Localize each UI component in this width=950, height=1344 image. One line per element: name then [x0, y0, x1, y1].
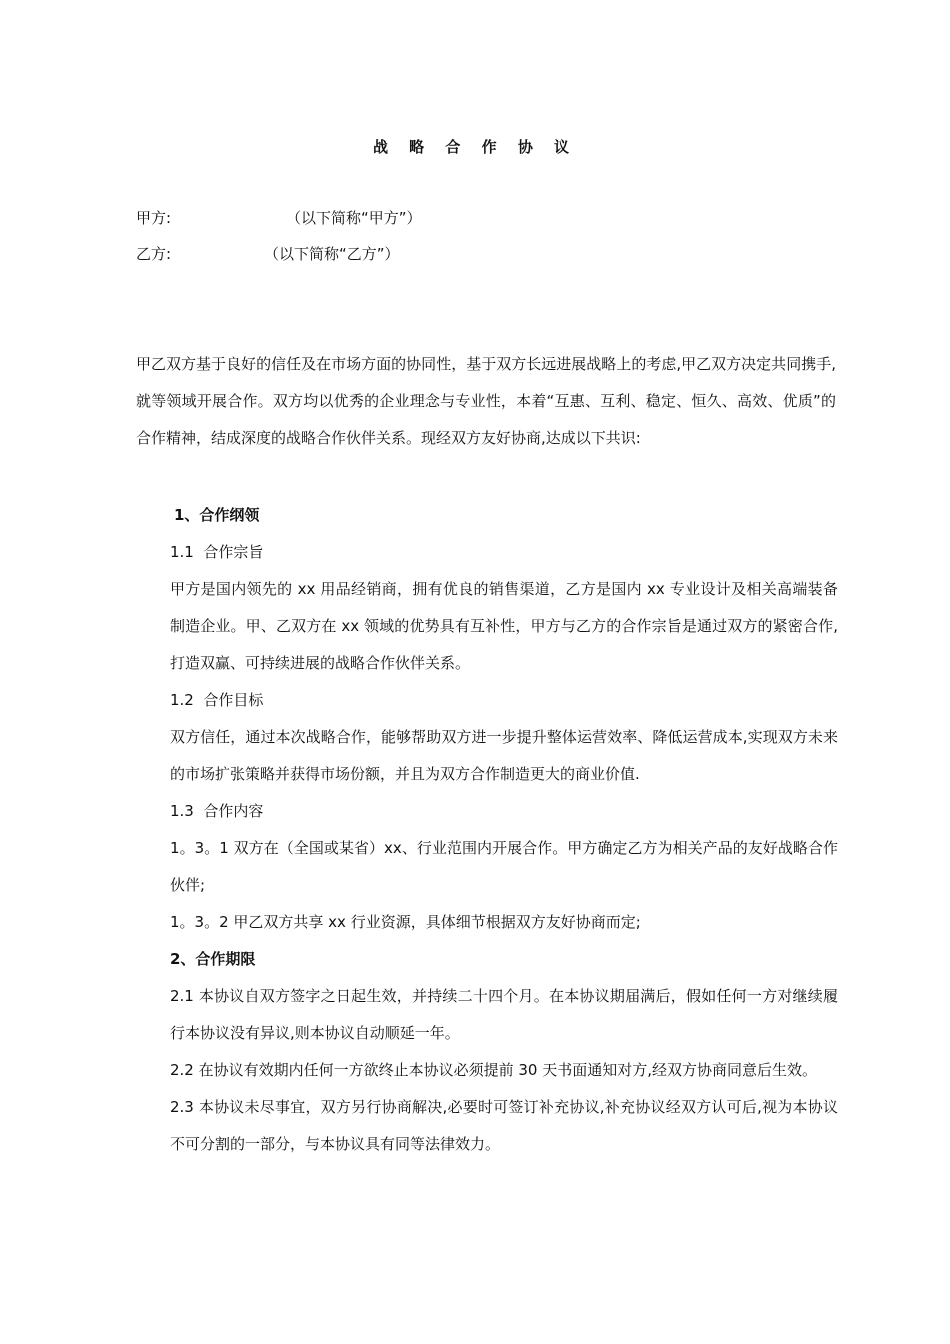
- section-1-heading: 1、合作纲领: [174, 506, 260, 524]
- section-2-2-text: 2.2 在协议有效期内任何一方欲终止本协议必须提前 30 天书面通知对方,经双方协商同意后生效。: [170, 1061, 818, 1079]
- party-a-note: （以下简称“甲方”）: [286, 209, 422, 227]
- section-1-3-1-text: 1。3。1 双方在（全国或某省）xx、行业范围内开展合作。甲方确定乙方为相关产品的友好战略合作伙伴;: [170, 839, 838, 894]
- section-1-1-text: 甲方是国内领先的 xx 用品经销商，拥有优良的销售渠道，乙方是国内 xx 专业设计及相关高端装备制造企业。甲、乙双方在 xx 领域的优势具有互补性，甲方与乙方的合作宗旨是通过双方的紧密合作,打造双赢、可持续进展的战略合作伙伴关系。: [170, 580, 838, 672]
- section-2-heading: 2、合作期限: [170, 950, 256, 968]
- section-2-1-text: 2.1 本协议自双方签字之日起生效，并持续二十四个月。在本协议期届满后，假如任何一方对继续履行本协议没有异议,则本协议自动顺延一年。: [170, 987, 838, 1042]
- intro-paragraph: 甲乙双方基于良好的信任及在市场方面的协同性，基于双方长远进展战略上的考虑,甲乙双方决定共同携手,就等领域开展合作。双方均以优秀的企业理念与专业性，本着“互惠、互利、稳定、恒久、高效、优质”的合作精神，结成深度的战略合作伙伴关系。现经双方友好协商,达成以下共识:: [136, 355, 836, 447]
- party-b-line: [136, 243, 400, 264]
- section-1-1-title: 1.1 合作宗旨: [170, 543, 264, 561]
- party-a-label: 甲方:: [136, 209, 172, 227]
- section-1-3-2-text: 1。3。2 甲乙双方共享 xx 行业资源，具体细节根据双方友好协商而定;: [170, 913, 641, 931]
- party-b-note: （以下简称“乙方”）: [264, 245, 400, 263]
- section-2-3-text: 2.3 本协议未尽事宜，双方另行协商解决,必要时可签订补充协议,补充协议经双方认可后,视为本协议不可分割的一部分，与本协议具有同等法律效力。: [170, 1098, 838, 1153]
- agreement-body: [170, 497, 838, 1163]
- party-a-line: [136, 207, 422, 228]
- section-1-2-title: 1.2 合作目标: [170, 691, 264, 709]
- party-b-label: 乙方:: [136, 245, 172, 263]
- section-1-2-text: 双方信任，通过本次战略合作，能够帮助双方进一步提升整体运营效率、降低运营成本,实现双方未来的市场扩张策略并获得市场份额，并且为双方合作制造更大的商业价值.: [170, 728, 838, 783]
- document-title: 战 略 合 作 协 议: [372, 138, 578, 156]
- section-1-3-title: 1.3 合作内容: [170, 802, 264, 820]
